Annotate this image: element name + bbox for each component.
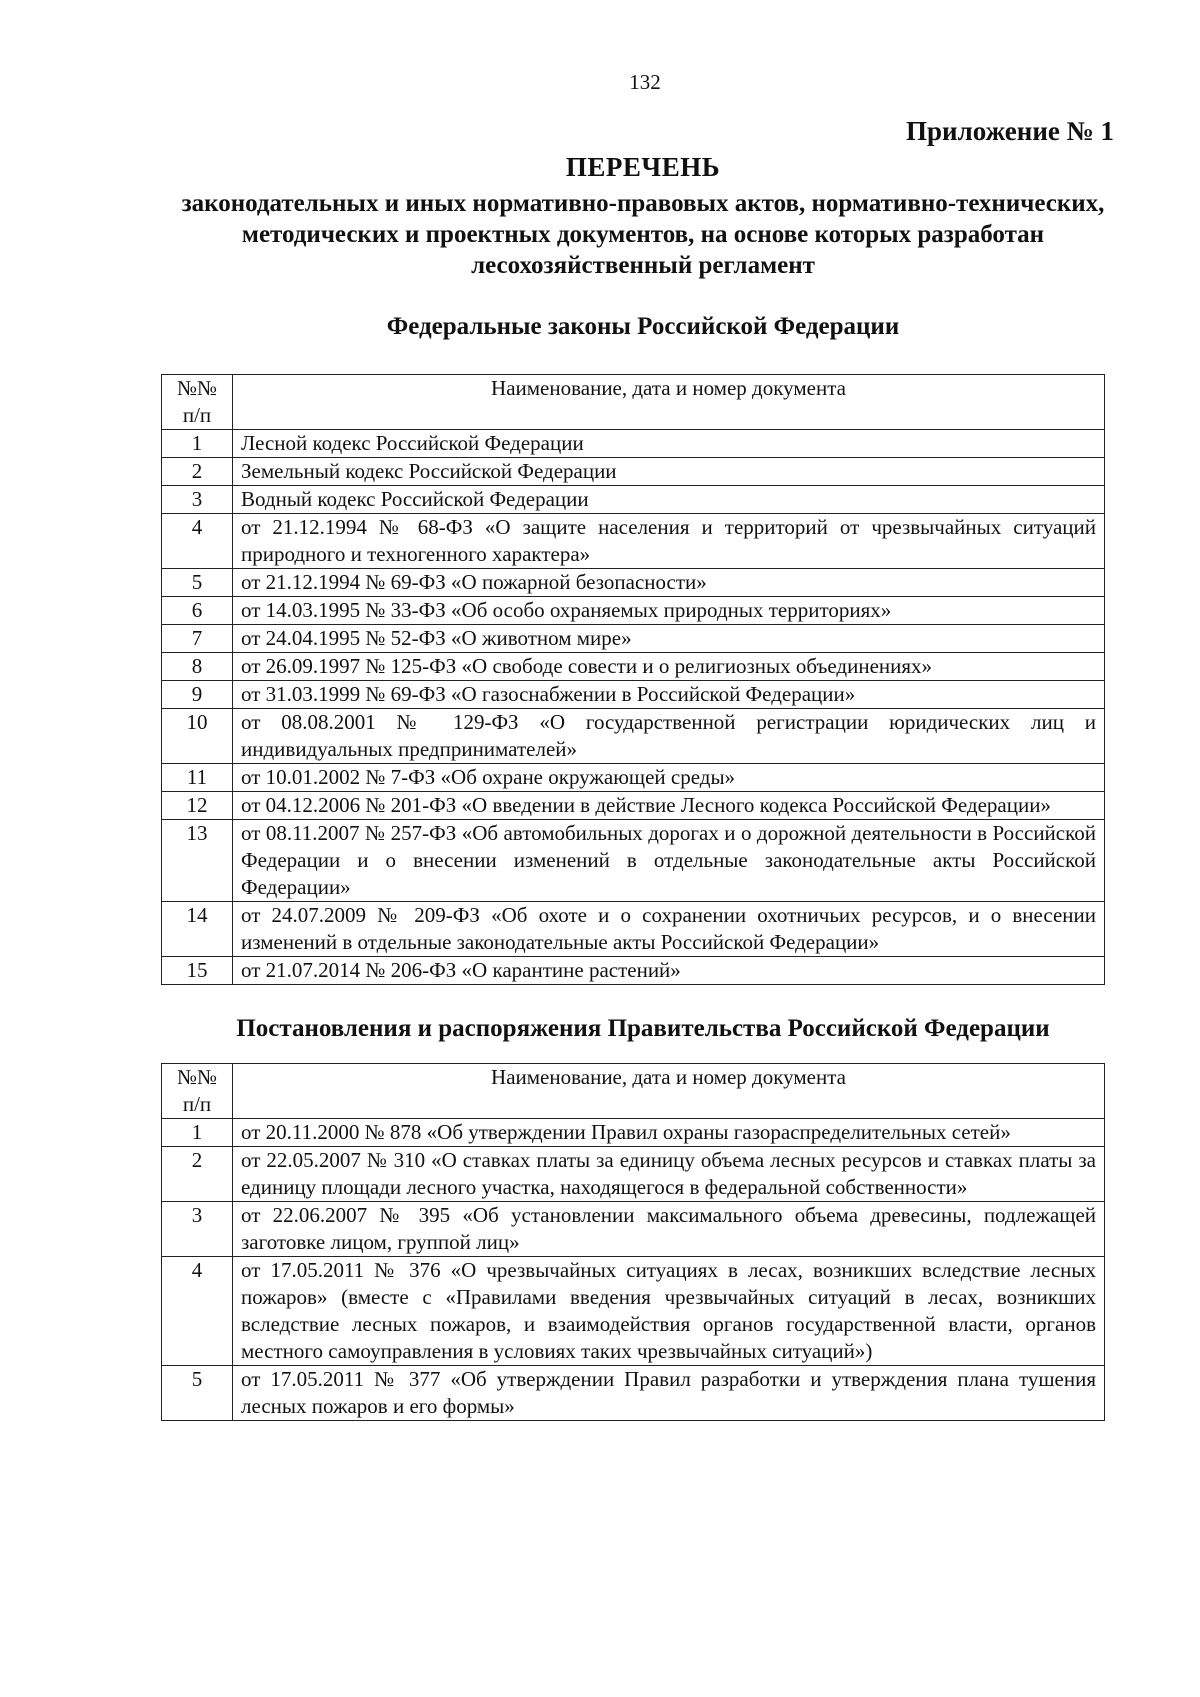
table-row [162,792,1105,820]
row-number: 2 [162,458,233,486]
table-row [162,430,1105,458]
table-row [162,514,1105,569]
column-header-name: Наименование, дата и номер документа [233,375,1105,430]
government-resolutions-table [161,1063,1105,1421]
table-row [162,709,1105,764]
document-subtitle: законодательных и иных нормативно-правовых актов, нормативно-технических, методических и проектных документов, на основе которых разработан лесохозяйственный регламент [181,190,1105,279]
table-row [162,458,1105,486]
document-name: от 21.12.1994 № 68-ФЗ «О защите населения и территорий от чрезвычайных ситуаций природного и техногенного характера» [233,514,1105,569]
document-name: от 10.01.2002 № 7-ФЗ «Об охране окружающей среды» [233,764,1105,792]
table-row [162,681,1105,709]
document-name: от 04.12.2006 № 201-ФЗ «О введении в действие Лесного кодекса Российской Федерации» [233,792,1105,820]
document-name: Лесной кодекс Российской Федерации [233,430,1105,458]
document-name: от 24.04.1995 № 52-ФЗ «О животном мире» [233,625,1105,653]
table-row [162,1147,1105,1202]
row-number: 9 [162,681,233,709]
row-number: 1 [162,430,233,458]
document-name: Земельный кодекс Российской Федерации [233,458,1105,486]
table-row [162,1257,1105,1366]
table-row [162,1119,1105,1147]
row-number: 7 [162,625,233,653]
row-number: 11 [162,764,233,792]
page-number: 132 [629,70,661,94]
table-row [162,764,1105,792]
table-row [162,653,1105,681]
column-header-number: №№ п/п [162,375,233,430]
table-row [162,957,1105,985]
document-name: от 21.12.1994 № 69-ФЗ «О пожарной безопасности» [233,569,1105,597]
document-name: от 22.05.2007 № 310 «О ставках платы за единицу объема лесных ресурсов и ставках платы за единицу площади лесного участка, находящегося в федеральной собственности» [233,1147,1105,1202]
document-name: от 20.11.2000 № 878 «Об утверждении Правил охраны газораспределительных сетей» [233,1119,1105,1147]
row-number: 13 [162,820,233,902]
document-name: Водный кодекс Российской Федерации [233,486,1105,514]
table-header-row [162,375,1105,430]
document-name: от 31.03.1999 № 69-ФЗ «О газоснабжении в Российской Федерации» [233,681,1105,709]
row-number: 5 [162,569,233,597]
section-heading-government-resolutions: Постановления и распоряжения Правительства Российской Федерации [236,1015,1050,1042]
document-name: от 14.03.1995 № 33-ФЗ «Об особо охраняемых природных территориях» [233,597,1105,625]
table-row [162,1202,1105,1257]
document-name: от 26.09.1997 № 125-ФЗ «О свободе совести и о религиозных объединениях» [233,653,1105,681]
document-name: от 22.06.2007 № 395 «Об установлении максимального объема древесины, подлежащей заготовке лицом, группой лиц» [233,1202,1105,1257]
row-number: 4 [162,514,233,569]
row-number: 15 [162,957,233,985]
row-number: 4 [162,1257,233,1366]
document-name: от 08.08.2001 № 129-ФЗ «О государственной регистрации юридических лиц и индивидуальных предпринимателей» [233,709,1105,764]
section-heading-federal-laws: Федеральные законы Российской Федерации [386,313,900,340]
document-name: от 24.07.2009 № 209-ФЗ «Об охоте и о сохранении охотничьих ресурсов, и о внесении изменений в отдельные законодательные акты Российской Федерации» [233,902,1105,957]
row-number: 3 [162,486,233,514]
row-number: 12 [162,792,233,820]
table-row [162,597,1105,625]
row-number: 5 [162,1366,233,1421]
table-row [162,486,1105,514]
row-number: 3 [162,1202,233,1257]
federal-laws-table-body [162,430,1105,985]
table-row [162,902,1105,957]
row-number: 8 [162,653,233,681]
row-number: 10 [162,709,233,764]
row-number: 2 [162,1147,233,1202]
document-name: от 21.07.2014 № 206-ФЗ «О карантине растений» [233,957,1105,985]
row-number: 6 [162,597,233,625]
document-name: от 17.05.2011 № 377 «Об утверждении Правил разработки и утверждения плана тушения лесных пожаров и его формы» [233,1366,1105,1421]
table-row [162,625,1105,653]
column-header-name: Наименование, дата и номер документа [233,1064,1105,1119]
document-title: ПЕРЕЧЕНЬ [565,152,721,182]
table-row [162,820,1105,902]
table-row [162,1366,1105,1421]
document-title-block [160,150,1126,281]
row-number: 14 [162,902,233,957]
table-header-row [162,1064,1105,1119]
document-name: от 08.11.2007 № 257-ФЗ «Об автомобильных дорогах и о дорожной деятельности в Российской Федерации и о внесении изменений в отдельные законодательные акты Российской Федерации» [233,820,1105,902]
row-number: 1 [162,1119,233,1147]
column-header-number: №№ п/п [162,1064,233,1119]
document-name: от 17.05.2011 № 376 «О чрезвычайных ситуациях в лесах, возникших вследствие лесных пожаров» (вместе с «Правилами введения чрезвычайных ситуаций в лесах, возникших вследствие лесных пожаров, и взаимодействия органов государственной власти, органов местного самоуправления в условиях таких чрезвычайных ситуаций») [233,1257,1105,1366]
table-row [162,569,1105,597]
federal-laws-table [161,374,1105,985]
appendix-label: Приложение № 1 [906,116,1114,146]
government-resolutions-table-body [162,1119,1105,1421]
